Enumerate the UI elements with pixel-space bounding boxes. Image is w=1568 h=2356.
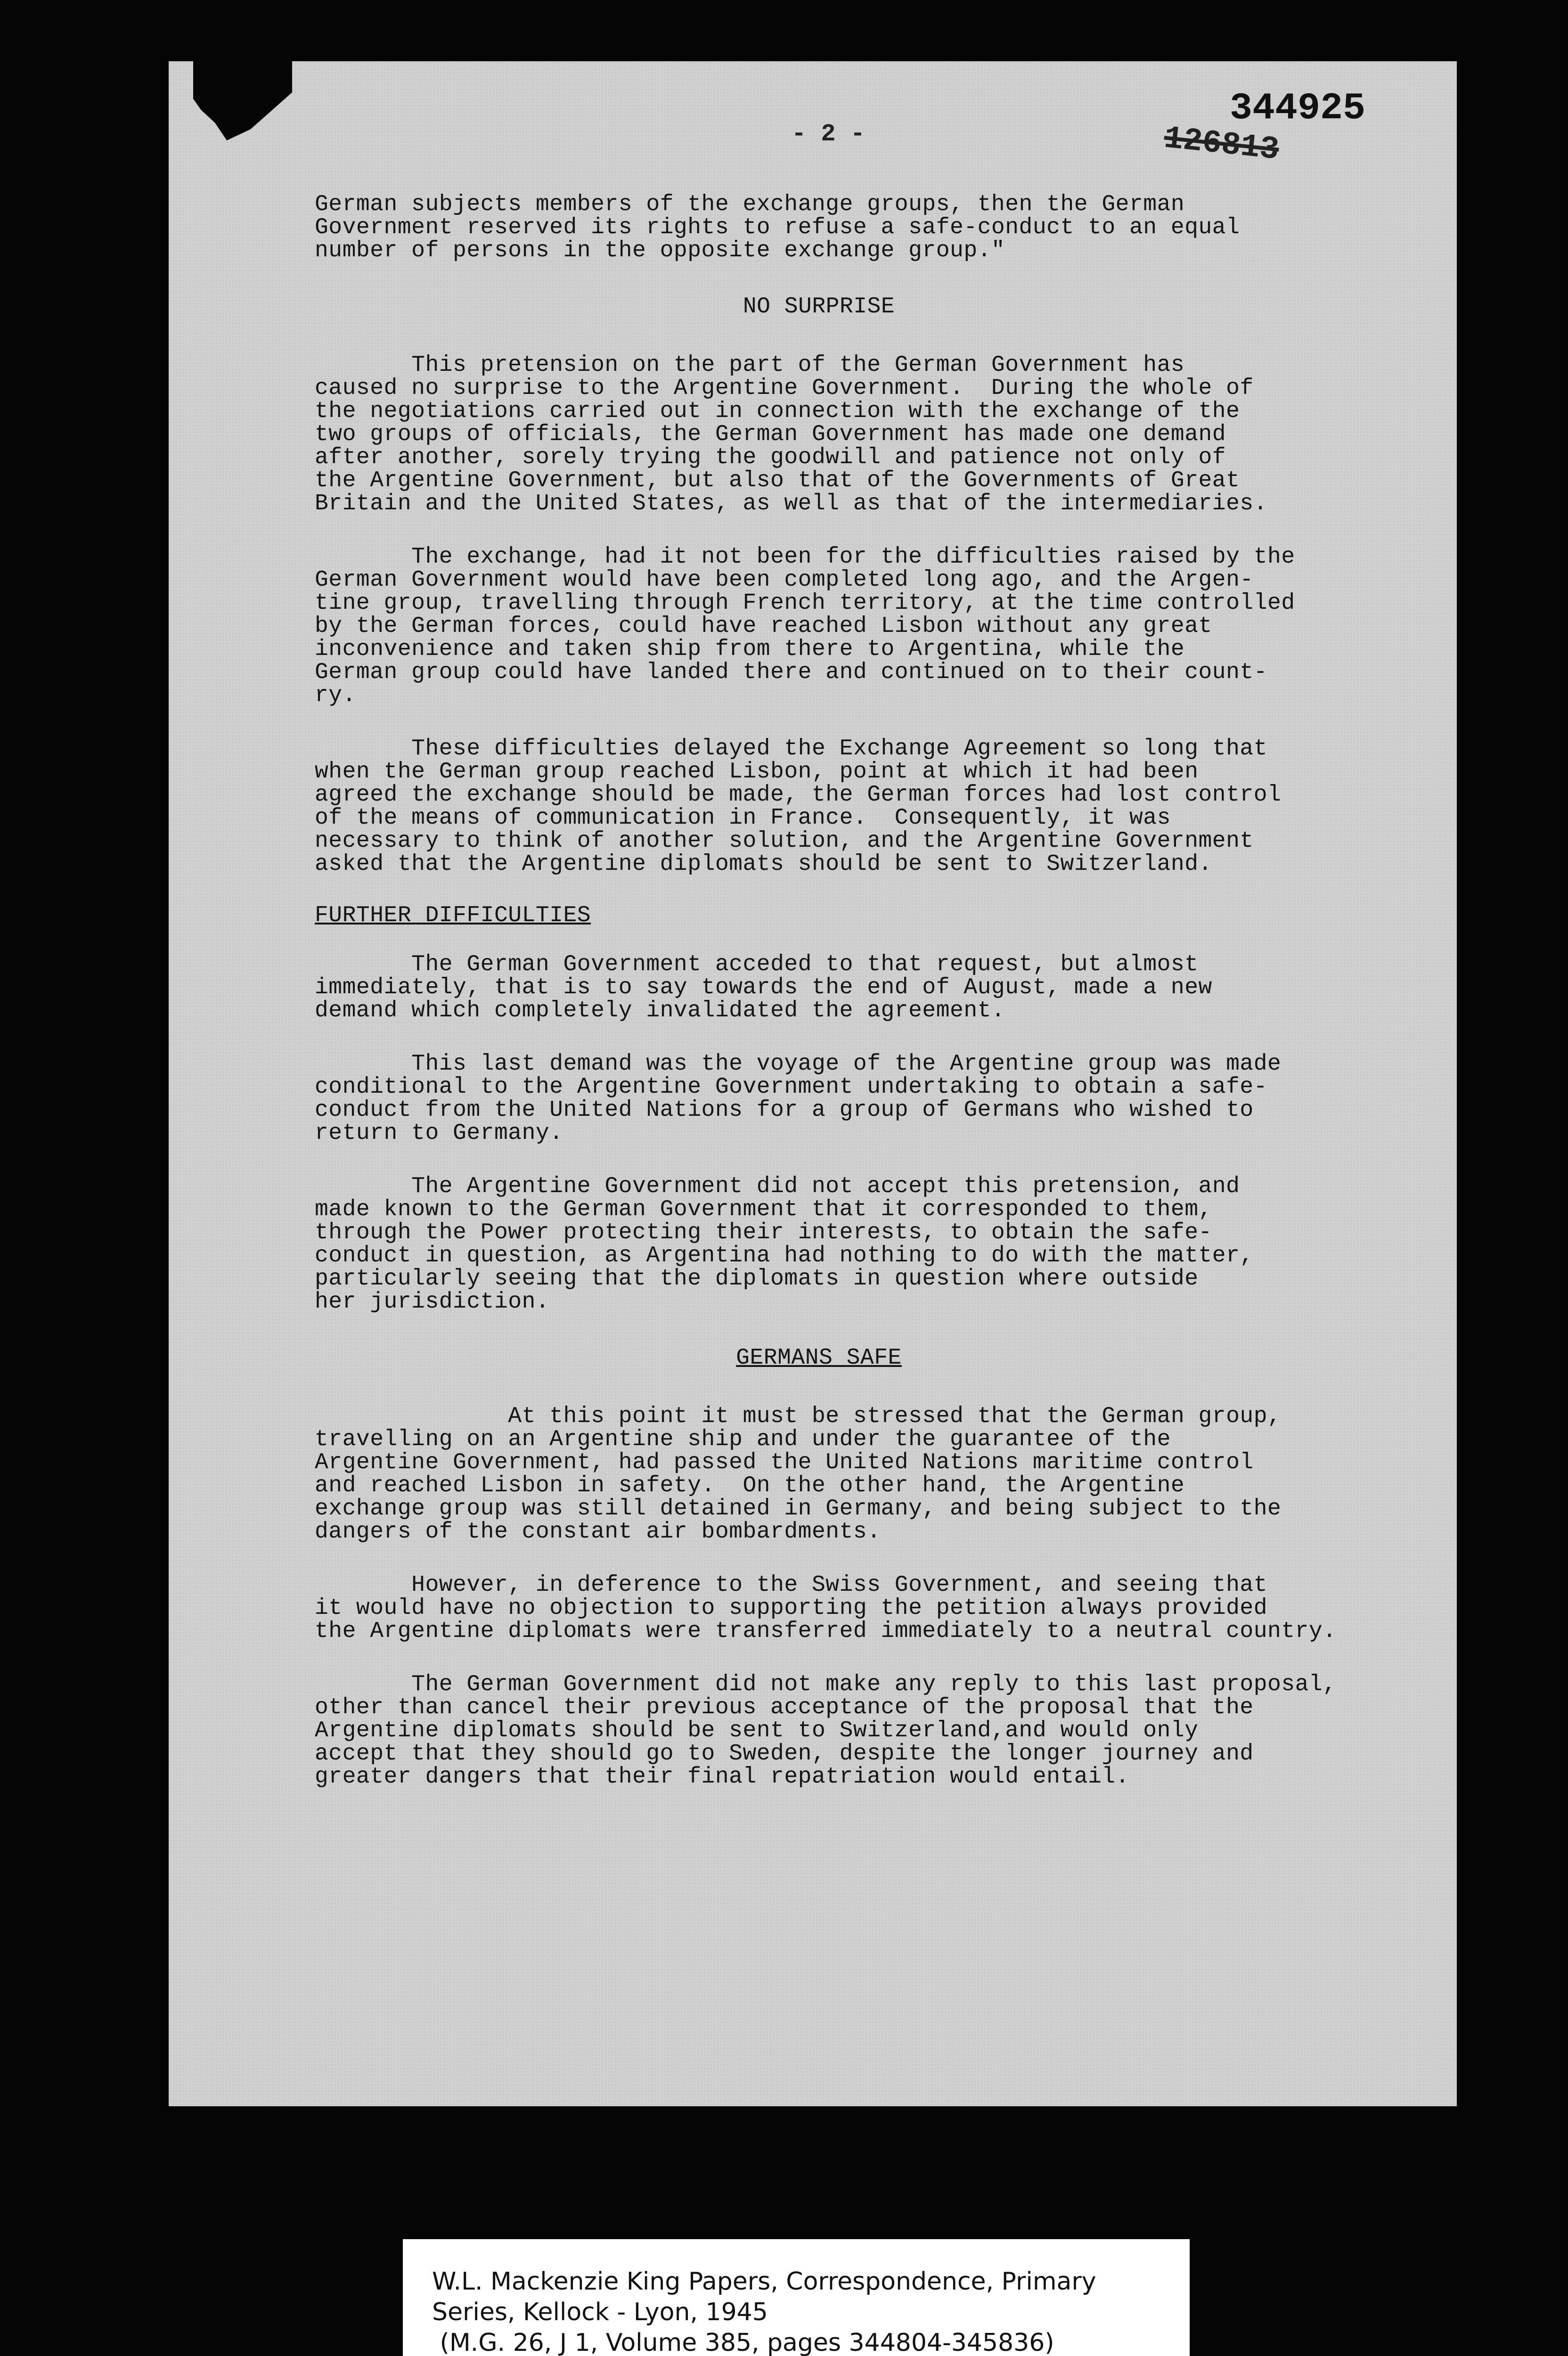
text-line: ry. bbox=[315, 683, 356, 708]
text-line: These difficulties delayed the Exchange Agreement so long that bbox=[315, 736, 1268, 761]
text-line: dangers of the constant air bombardments. bbox=[315, 1519, 881, 1545]
text-line: This last demand was the voyage of the Argentine group was made bbox=[315, 1051, 1282, 1077]
section-heading-no-surprise: NO SURPRISE bbox=[743, 294, 895, 319]
text-line: the negotiations carried out in connection with the exchange of the bbox=[315, 399, 1240, 424]
text-line: Argentine diplomats should be sent to Switzerland,and would only bbox=[315, 1718, 1199, 1743]
text-line: The German Government acceded to that request, but almost bbox=[315, 952, 1199, 977]
text-line: necessary to think of another solution, and the Argentine Government bbox=[315, 828, 1254, 854]
text-line: and reached Lisbon in safety. On the other hand, the Argentine bbox=[315, 1473, 1185, 1498]
text-line: caused no surprise to the Argentine Government. During the whole of bbox=[315, 376, 1254, 401]
text-line: agreed the exchange should be made, the German forces had lost control bbox=[315, 782, 1282, 808]
text-line: tine group, travelling through French territory, at the time controlled bbox=[315, 590, 1295, 616]
text-line: the Argentine Government, but also that of the Governments of Great bbox=[315, 468, 1240, 493]
text-line: number of persons in the opposite exchange group." bbox=[315, 238, 1005, 263]
text-line: asked that the Argentine diplomats should be sent to Switzerland. bbox=[315, 851, 1212, 877]
page-number: - 2 - bbox=[792, 120, 866, 148]
document-number: 344925 bbox=[1230, 87, 1366, 130]
text-line: Argentine Government, had passed the United Nations maritime control bbox=[315, 1450, 1254, 1475]
section-heading-further-difficulties: FURTHER DIFFICULTIES bbox=[315, 903, 591, 928]
text-line: return to Germany. bbox=[315, 1121, 564, 1146]
text-line: German group could have landed there and continued on to their count- bbox=[315, 660, 1268, 685]
text-line: conduct in question, as Argentina had nothing to do with the matter, bbox=[315, 1243, 1254, 1268]
text-line: travelling on an Argentine ship and under the guarantee of the bbox=[315, 1427, 1171, 1452]
text-line: of the means of communication in France. Consequently, it was bbox=[315, 805, 1171, 831]
text-line: by the German forces, could have reached Lisbon without any great bbox=[315, 614, 1212, 639]
text-line: immediately, that is to say towards the end of August, made a new bbox=[315, 975, 1212, 1000]
text-line: the Argentine diplomats were transferred immediately to a neutral country. bbox=[315, 1619, 1337, 1644]
text-line: demand which completely invalidated the agreement. bbox=[315, 998, 1005, 1023]
text-line: her jurisdiction. bbox=[315, 1289, 550, 1315]
text-line: At this point it must be stressed that the German group, bbox=[315, 1404, 1282, 1429]
text-line: The Argentine Government did not accept this pretension, and bbox=[315, 1174, 1240, 1199]
text-line: two groups of officials, the German Government has made one demand bbox=[315, 422, 1226, 447]
text-line: The German Government did not make any reply to this last proposal, bbox=[315, 1672, 1337, 1697]
text-line: accept that they should go to Sweden, despite the longer journey and bbox=[315, 1741, 1254, 1767]
text-line: it would have no objection to supporting the petition always provided bbox=[315, 1595, 1268, 1621]
archive-caption bbox=[403, 2239, 1190, 2356]
text-line: after another, sorely trying the goodwill and patience not only of bbox=[315, 445, 1226, 470]
text-line: However, in deference to the Swiss Government, and seeing that bbox=[315, 1572, 1268, 1598]
text-line: conduct from the United Nations for a group of Germans who wished to bbox=[315, 1097, 1254, 1123]
text-line: German Government would have been completed long ago, and the Argen- bbox=[315, 567, 1254, 593]
text-line: through the Power protecting their interests, to obtain the safe- bbox=[315, 1220, 1212, 1245]
text-line: exchange group was still detained in Germany, and being subject to the bbox=[315, 1496, 1282, 1522]
text-line: The exchange, had it not been for the difficulties raised by the bbox=[315, 544, 1295, 570]
caption-line: (M.G. 26, J 1, Volume 385, pages 344804-345836) bbox=[432, 2329, 1054, 2356]
text-line: Britain and the United States, as well as that of the intermediaries. bbox=[315, 491, 1268, 516]
text-line: German subjects members of the exchange groups, then the German bbox=[315, 192, 1185, 217]
text-line: greater dangers that their final repatriation would entail. bbox=[315, 1764, 1129, 1790]
text-line: other than cancel their previous acceptance of the proposal that the bbox=[315, 1695, 1254, 1720]
text-line: inconvenience and taken ship from there to Argentina, while the bbox=[315, 637, 1185, 662]
caption-line: Series, Kellock - Lyon, 1945 bbox=[432, 2298, 768, 2326]
struck-document-number: 126813 bbox=[1162, 120, 1281, 169]
letter-body bbox=[315, 193, 1455, 1789]
text-line: particularly seeing that the diplomats in question where outside bbox=[315, 1266, 1199, 1292]
caption-line: W.L. Mackenzie King Papers, Correspondence, Primary bbox=[432, 2267, 1096, 2296]
text-line: when the German group reached Lisbon, point at which it had been bbox=[315, 759, 1199, 785]
text-line: made known to the German Government that it corresponded to them, bbox=[315, 1197, 1212, 1222]
section-heading-germans-safe: GERMANS SAFE bbox=[736, 1345, 902, 1371]
text-line: Government reserved its rights to refuse a safe-conduct to an equal bbox=[315, 215, 1240, 240]
text-line: This pretension on the part of the German Government has bbox=[315, 352, 1185, 378]
text-line: conditional to the Argentine Government undertaking to obtain a safe- bbox=[315, 1074, 1268, 1100]
